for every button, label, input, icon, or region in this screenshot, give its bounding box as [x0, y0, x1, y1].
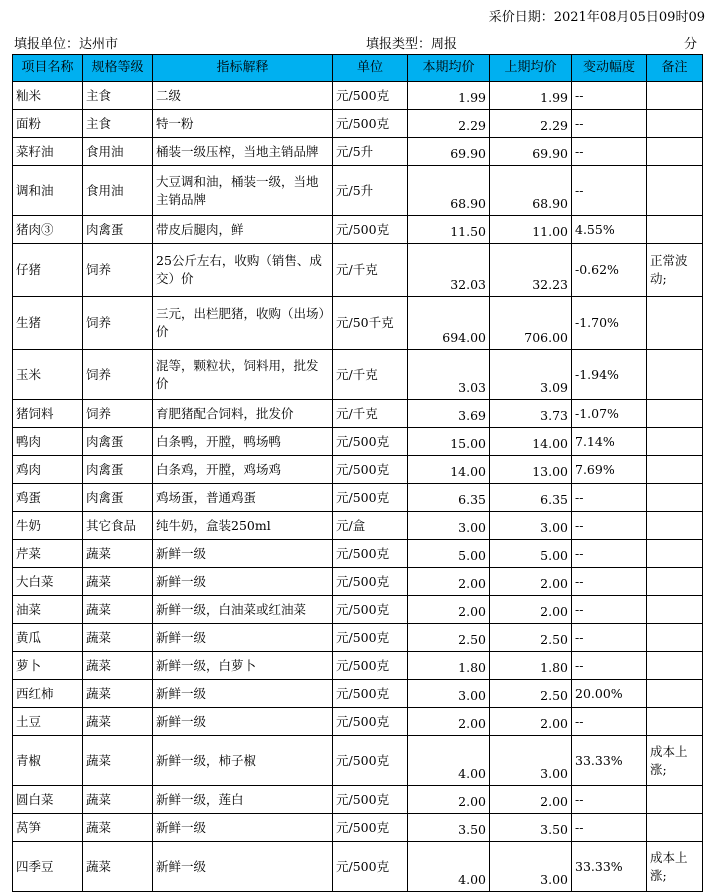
cell-desc: 新鲜一级，柿子椒 [153, 736, 333, 786]
cell-previous-price: 3.73 [490, 400, 572, 428]
cell-unit: 元/500克 [333, 680, 408, 708]
cell-unit: 元/500克 [333, 216, 408, 244]
cell-unit: 元/500克 [333, 568, 408, 596]
cell-name: 鸡蛋 [13, 484, 83, 512]
table-row [13, 512, 703, 540]
col-header-name: 项目名称 [13, 55, 83, 82]
cell-unit: 元/500克 [333, 736, 408, 786]
cell-change: -- [572, 110, 647, 138]
cell-note [647, 624, 703, 652]
cell-previous-price: 6.35 [490, 484, 572, 512]
cell-note [647, 350, 703, 400]
cell-note [647, 428, 703, 456]
cell-desc: 鸡场蛋，普通鸡蛋 [153, 484, 333, 512]
cell-note [647, 512, 703, 540]
cell-grade: 肉禽蛋 [83, 484, 153, 512]
cell-change: -1.94% [572, 350, 647, 400]
cell-previous-price: 68.90 [490, 166, 572, 216]
table-row [13, 652, 703, 680]
cell-grade: 蔬菜 [83, 596, 153, 624]
cell-desc: 白条鸭，开膛，鸭场鸭 [153, 428, 333, 456]
cell-unit: 元/500克 [333, 596, 408, 624]
table-row [13, 680, 703, 708]
cell-current-price: 2.29 [408, 110, 490, 138]
cell-name: 籼米 [13, 82, 83, 110]
cell-change: -- [572, 596, 647, 624]
cell-current-price: 1.80 [408, 652, 490, 680]
cell-note [647, 680, 703, 708]
cell-change: -- [572, 708, 647, 736]
cell-name: 调和油 [13, 166, 83, 216]
table-row [13, 216, 703, 244]
col-header-change: 变动幅度 [572, 55, 647, 82]
cell-current-price: 14.00 [408, 456, 490, 484]
cell-unit: 元/500克 [333, 786, 408, 814]
cell-name: 猪饲料 [13, 400, 83, 428]
cell-change: -- [572, 786, 647, 814]
cell-desc: 新鲜一级，白萝卜 [153, 652, 333, 680]
table-row [13, 814, 703, 842]
cell-current-price: 6.35 [408, 484, 490, 512]
cell-previous-price: 706.00 [490, 297, 572, 350]
cell-change: -- [572, 814, 647, 842]
cell-unit: 元/500克 [333, 456, 408, 484]
cell-previous-price: 2.00 [490, 786, 572, 814]
table-row [13, 842, 703, 892]
cell-previous-price: 11.00 [490, 216, 572, 244]
cell-grade: 蔬菜 [83, 842, 153, 892]
cell-note [647, 297, 703, 350]
cell-change: -- [572, 166, 647, 216]
cell-change: -- [572, 512, 647, 540]
table-row [13, 82, 703, 110]
cell-name: 鸭肉 [13, 428, 83, 456]
table-row [13, 244, 703, 297]
cell-desc: 新鲜一级 [153, 540, 333, 568]
cell-change: -- [572, 624, 647, 652]
cell-current-price: 1.99 [408, 82, 490, 110]
cell-name: 生猪 [13, 297, 83, 350]
cell-unit: 元/500克 [333, 110, 408, 138]
cell-previous-price: 3.00 [490, 842, 572, 892]
cell-previous-price: 3.50 [490, 814, 572, 842]
cell-current-price: 694.00 [408, 297, 490, 350]
cell-unit: 元/千克 [333, 400, 408, 428]
cell-desc: 新鲜一级 [153, 680, 333, 708]
cell-note [647, 138, 703, 166]
cell-note [647, 814, 703, 842]
cell-name: 西红柿 [13, 680, 83, 708]
reporting-type: 填报类型：周报 [366, 37, 458, 52]
cell-previous-price: 13.00 [490, 456, 572, 484]
table-row [13, 786, 703, 814]
cell-current-price: 11.50 [408, 216, 490, 244]
cell-previous-price: 2.00 [490, 708, 572, 736]
cell-previous-price: 14.00 [490, 428, 572, 456]
col-header-unit: 单位 [333, 55, 408, 82]
cell-name: 黄瓜 [13, 624, 83, 652]
cell-grade: 饲养 [83, 244, 153, 297]
cell-current-price: 3.03 [408, 350, 490, 400]
cell-note [647, 540, 703, 568]
cell-note: 成本上涨; [647, 736, 703, 786]
cell-change: 33.33% [572, 842, 647, 892]
cell-name: 面粉 [13, 110, 83, 138]
cell-desc: 大豆调和油，桶装一级，当地主销品牌 [153, 166, 333, 216]
cell-grade: 蔬菜 [83, 786, 153, 814]
cell-desc: 二级 [153, 82, 333, 110]
cell-grade: 蔬菜 [83, 624, 153, 652]
cell-current-price: 5.00 [408, 540, 490, 568]
cell-current-price: 4.00 [408, 736, 490, 786]
cell-change: 33.33% [572, 736, 647, 786]
cell-unit: 元/盒 [333, 512, 408, 540]
cell-desc: 新鲜一级，白油菜或红油菜 [153, 596, 333, 624]
table-row [13, 138, 703, 166]
header-row [13, 55, 703, 82]
cell-change: 20.00% [572, 680, 647, 708]
cell-desc: 带皮后腿肉，鲜 [153, 216, 333, 244]
table-row [13, 428, 703, 456]
cell-note [647, 786, 703, 814]
cell-grade: 肉禽蛋 [83, 428, 153, 456]
cell-previous-price: 2.50 [490, 624, 572, 652]
cell-note [647, 596, 703, 624]
cell-note: 正常波动; [647, 244, 703, 297]
col-header-previous-price: 上期均价 [490, 55, 572, 82]
cell-desc: 新鲜一级，莲白 [153, 786, 333, 814]
reporting-unit: 填报单位：达州市 [14, 37, 119, 52]
date-minute-suffix: 分 [683, 37, 697, 52]
collection-date: 采价日期：2021年08月05日09时09 [488, 10, 705, 25]
cell-unit: 元/500克 [333, 624, 408, 652]
cell-current-price: 3.00 [408, 680, 490, 708]
cell-grade: 肉禽蛋 [83, 216, 153, 244]
cell-change: 7.14% [572, 428, 647, 456]
cell-unit: 元/500克 [333, 82, 408, 110]
cell-name: 菜籽油 [13, 138, 83, 166]
cell-note [647, 82, 703, 110]
cell-change: -- [572, 484, 647, 512]
cell-name: 萝卜 [13, 652, 83, 680]
cell-name: 四季豆 [13, 842, 83, 892]
cell-current-price: 3.69 [408, 400, 490, 428]
cell-note [647, 216, 703, 244]
cell-previous-price: 2.00 [490, 596, 572, 624]
table-row [13, 110, 703, 138]
cell-unit: 元/5升 [333, 138, 408, 166]
cell-previous-price: 69.90 [490, 138, 572, 166]
cell-note [647, 652, 703, 680]
cell-grade: 蔬菜 [83, 708, 153, 736]
cell-grade: 蔬菜 [83, 680, 153, 708]
price-table [12, 54, 703, 892]
cell-current-price: 15.00 [408, 428, 490, 456]
cell-name: 青椒 [13, 736, 83, 786]
cell-change: 4.55% [572, 216, 647, 244]
cell-change: 7.69% [572, 456, 647, 484]
cell-previous-price: 3.00 [490, 736, 572, 786]
cell-unit: 元/千克 [333, 244, 408, 297]
cell-desc: 新鲜一级 [153, 624, 333, 652]
cell-desc: 25公斤左右，收购（销售、成交）价 [153, 244, 333, 297]
table-row [13, 297, 703, 350]
cell-change: -- [572, 568, 647, 596]
cell-grade: 蔬菜 [83, 652, 153, 680]
cell-grade: 肉禽蛋 [83, 456, 153, 484]
table-row [13, 166, 703, 216]
cell-note [647, 484, 703, 512]
table-row [13, 736, 703, 786]
cell-change: -- [572, 82, 647, 110]
cell-note [647, 166, 703, 216]
cell-note: 成本上涨; [647, 842, 703, 892]
cell-name: 莴笋 [13, 814, 83, 842]
cell-name: 鸡肉 [13, 456, 83, 484]
cell-name: 芹菜 [13, 540, 83, 568]
cell-note [647, 568, 703, 596]
cell-desc: 三元，出栏肥猪，收购（出场）价 [153, 297, 333, 350]
table-row [13, 568, 703, 596]
cell-name: 土豆 [13, 708, 83, 736]
cell-previous-price: 2.50 [490, 680, 572, 708]
cell-previous-price: 1.99 [490, 82, 572, 110]
cell-name: 仔猪 [13, 244, 83, 297]
cell-name: 猪肉③ [13, 216, 83, 244]
cell-previous-price: 3.09 [490, 350, 572, 400]
cell-name: 牛奶 [13, 512, 83, 540]
cell-name: 油菜 [13, 596, 83, 624]
cell-current-price: 2.00 [408, 568, 490, 596]
cell-current-price: 3.50 [408, 814, 490, 842]
cell-change: -1.70% [572, 297, 647, 350]
cell-unit: 元/500克 [333, 652, 408, 680]
cell-current-price: 2.00 [408, 596, 490, 624]
cell-name: 圆白菜 [13, 786, 83, 814]
cell-name: 大白菜 [13, 568, 83, 596]
cell-unit: 元/500克 [333, 540, 408, 568]
cell-change: -- [572, 540, 647, 568]
cell-grade: 主食 [83, 82, 153, 110]
table-row [13, 400, 703, 428]
cell-desc: 桶装一级压榨，当地主销品牌 [153, 138, 333, 166]
table-row [13, 596, 703, 624]
cell-grade: 蔬菜 [83, 814, 153, 842]
cell-grade: 饲养 [83, 400, 153, 428]
cell-previous-price: 5.00 [490, 540, 572, 568]
cell-grade: 饲养 [83, 297, 153, 350]
cell-change: -0.62% [572, 244, 647, 297]
cell-previous-price: 2.00 [490, 568, 572, 596]
cell-note [647, 708, 703, 736]
cell-desc: 新鲜一级 [153, 814, 333, 842]
cell-current-price: 4.00 [408, 842, 490, 892]
cell-previous-price: 2.29 [490, 110, 572, 138]
col-header-desc: 指标解释 [153, 55, 333, 82]
table-row [13, 484, 703, 512]
cell-unit: 元/500克 [333, 814, 408, 842]
cell-unit: 元/千克 [333, 350, 408, 400]
cell-current-price: 2.50 [408, 624, 490, 652]
col-header-note: 备注 [647, 55, 703, 82]
cell-desc: 新鲜一级 [153, 708, 333, 736]
cell-grade: 食用油 [83, 166, 153, 216]
table-row [13, 350, 703, 400]
cell-unit: 元/500克 [333, 842, 408, 892]
cell-note [647, 456, 703, 484]
cell-unit: 元/500克 [333, 428, 408, 456]
cell-grade: 饲养 [83, 350, 153, 400]
cell-desc: 纯牛奶，盒装250ml [153, 512, 333, 540]
col-header-grade: 规格等级 [83, 55, 153, 82]
cell-note [647, 110, 703, 138]
cell-desc: 特一粉 [153, 110, 333, 138]
table-row [13, 624, 703, 652]
cell-current-price: 32.03 [408, 244, 490, 297]
cell-current-price: 2.00 [408, 786, 490, 814]
table-row [13, 708, 703, 736]
cell-current-price: 68.90 [408, 166, 490, 216]
cell-grade: 其它食品 [83, 512, 153, 540]
cell-note [647, 400, 703, 428]
cell-desc: 新鲜一级 [153, 842, 333, 892]
cell-previous-price: 3.00 [490, 512, 572, 540]
cell-unit: 元/5升 [333, 166, 408, 216]
cell-unit: 元/500克 [333, 708, 408, 736]
cell-previous-price: 32.23 [490, 244, 572, 297]
cell-change: -- [572, 138, 647, 166]
cell-grade: 食用油 [83, 138, 153, 166]
cell-grade: 蔬菜 [83, 568, 153, 596]
cell-change: -1.07% [572, 400, 647, 428]
cell-grade: 主食 [83, 110, 153, 138]
cell-current-price: 3.00 [408, 512, 490, 540]
cell-change: -- [572, 652, 647, 680]
cell-previous-price: 1.80 [490, 652, 572, 680]
cell-name: 玉米 [13, 350, 83, 400]
cell-unit: 元/50千克 [333, 297, 408, 350]
cell-desc: 混等，颗粒状，饲料用，批发价 [153, 350, 333, 400]
cell-unit: 元/500克 [333, 484, 408, 512]
table-row [13, 456, 703, 484]
cell-current-price: 69.90 [408, 138, 490, 166]
table-row [13, 540, 703, 568]
cell-desc: 白条鸡，开膛，鸡场鸡 [153, 456, 333, 484]
cell-grade: 蔬菜 [83, 540, 153, 568]
cell-desc: 育肥猪配合饲料，批发价 [153, 400, 333, 428]
cell-current-price: 2.00 [408, 708, 490, 736]
cell-desc: 新鲜一级 [153, 568, 333, 596]
cell-grade: 蔬菜 [83, 736, 153, 786]
col-header-current-price: 本期均价 [408, 55, 490, 82]
